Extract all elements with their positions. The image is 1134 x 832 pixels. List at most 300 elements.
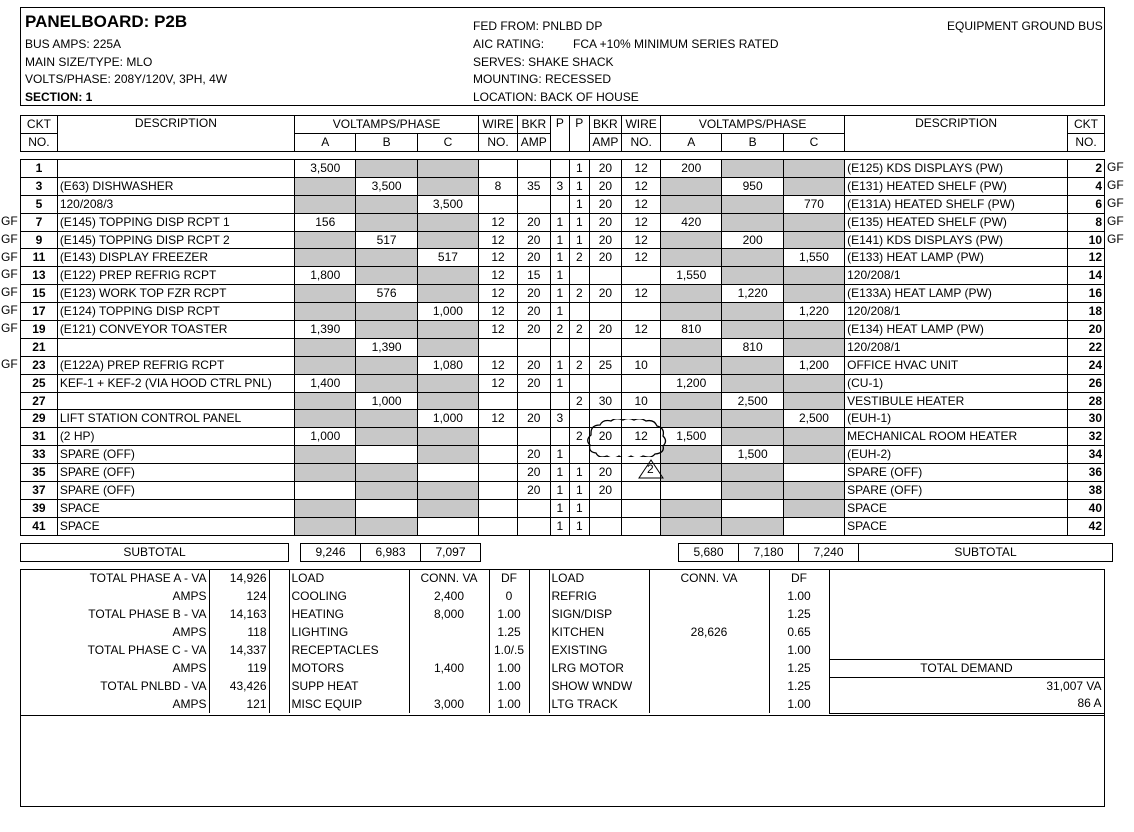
- header-phase-b: B: [356, 134, 417, 152]
- table-row: [21, 267, 1105, 285]
- left-wire: [479, 195, 518, 213]
- left-poles: 1: [550, 285, 569, 303]
- right-breaker-amp: 20: [589, 177, 622, 195]
- left-phase-a: [295, 356, 356, 374]
- right-phase-a: [661, 517, 722, 535]
- left-breaker-amp: 20: [517, 303, 550, 321]
- right-description: (E133A) HEAT LAMP (PW): [845, 285, 1068, 303]
- total-label: AMPS: [21, 659, 209, 677]
- left-phase-a: [295, 464, 356, 482]
- subtotal-left-a: 9,246: [301, 544, 361, 562]
- right-poles: 1: [570, 482, 589, 500]
- subtotal-left-c: 7,097: [421, 544, 481, 562]
- left-poles: 1: [550, 213, 569, 231]
- left-description: 120/208/3: [57, 195, 294, 213]
- right-phase-c: [783, 428, 844, 446]
- right-gf-marker: GF: [1107, 195, 1124, 210]
- total-value: 14,926: [209, 570, 269, 588]
- left-wire: 8: [479, 177, 518, 195]
- fed-from: FED FROM: PNLBD DP: [473, 19, 603, 33]
- spacer: [269, 606, 289, 624]
- load-df: 1.25: [769, 606, 829, 624]
- left-phase-a: [295, 410, 356, 428]
- total-value: 121: [209, 695, 269, 713]
- left-ckt-number: 33: [21, 446, 58, 464]
- load-conn-va: [649, 677, 769, 695]
- load-conn-va: 2,400: [409, 588, 489, 606]
- right-wire: [622, 517, 661, 535]
- header-no: NO.: [479, 134, 518, 152]
- left-breaker-amp: [517, 338, 550, 356]
- left-gf-marker: GF: [1, 249, 18, 264]
- aic-label: AIC RATING:: [473, 37, 545, 51]
- left-poles: 1: [550, 464, 569, 482]
- left-poles: [550, 392, 569, 410]
- right-wire: 10: [622, 356, 661, 374]
- load-name: REFRIG: [549, 588, 649, 606]
- header-ckt: CKT: [1068, 116, 1105, 134]
- load-name: MISC EQUIP: [289, 695, 409, 713]
- header-phase-b: B: [722, 134, 783, 152]
- left-phase-c: [417, 285, 478, 303]
- conn-va-header: CONN. VA: [409, 570, 489, 588]
- load-name: LTG TRACK: [549, 695, 649, 713]
- right-poles: 1: [570, 160, 589, 178]
- left-phase-b: [356, 517, 417, 535]
- spacer: [529, 695, 549, 713]
- load-conn-va: [649, 659, 769, 677]
- left-phase-c: [417, 160, 478, 178]
- right-breaker-amp: [589, 267, 622, 285]
- left-poles: [550, 195, 569, 213]
- left-phase-b: [356, 160, 417, 178]
- load-conn-va: [409, 677, 489, 695]
- right-wire: 12: [622, 213, 661, 231]
- load-name: SIGN/DISP: [549, 606, 649, 624]
- right-wire: 10: [622, 392, 661, 410]
- left-phase-c: [417, 482, 478, 500]
- header-p: P: [570, 116, 589, 152]
- right-phase-c: 2,500: [783, 410, 844, 428]
- left-description: [57, 392, 294, 410]
- load-name: MOTORS: [289, 659, 409, 677]
- right-phase-b: 200: [722, 231, 783, 249]
- load-conn-va: 8,000: [409, 606, 489, 624]
- left-phase-a: [295, 231, 356, 249]
- right-wire: 12: [622, 231, 661, 249]
- right-poles: 2: [570, 392, 589, 410]
- right-ckt-number: 32: [1068, 428, 1105, 446]
- left-phase-b: [356, 195, 417, 213]
- serves: SERVES: SHAKE SHACK: [473, 55, 614, 69]
- total-value: 119: [209, 659, 269, 677]
- left-phase-b: 1,000: [356, 392, 417, 410]
- left-ckt-number: 29: [21, 410, 58, 428]
- left-ckt-number: 7: [21, 213, 58, 231]
- left-phase-c: [417, 499, 478, 517]
- right-poles: 2: [570, 249, 589, 267]
- right-ckt-number: 30: [1068, 410, 1105, 428]
- right-phase-c: 1,200: [783, 356, 844, 374]
- load-df: 0.65: [769, 624, 829, 642]
- left-phase-a: 156: [295, 213, 356, 231]
- header-no: NO.: [622, 134, 661, 152]
- spacer: [269, 695, 289, 713]
- right-ckt-number: 12: [1068, 249, 1105, 267]
- right-phase-a: 200: [661, 160, 722, 178]
- left-poles: 1: [550, 499, 569, 517]
- spacer: [529, 677, 549, 695]
- right-wire: [622, 267, 661, 285]
- left-phase-c: 1,080: [417, 356, 478, 374]
- right-phase-a: [661, 392, 722, 410]
- panel-header: [20, 7, 1105, 106]
- subtotal-row: [20, 543, 1113, 562]
- left-phase-a: [295, 446, 356, 464]
- right-ckt-number: 34: [1068, 446, 1105, 464]
- right-poles: 2: [570, 321, 589, 339]
- notes-area: [20, 715, 1105, 807]
- right-ckt-number: 26: [1068, 374, 1105, 392]
- right-phase-c: [783, 338, 844, 356]
- load-name: KITCHEN: [549, 624, 649, 642]
- right-phase-c: [783, 392, 844, 410]
- right-phase-c: [783, 285, 844, 303]
- left-description: SPARE (OFF): [57, 464, 294, 482]
- right-poles: [570, 374, 589, 392]
- table-row: [21, 464, 1105, 482]
- right-phase-a: [661, 356, 722, 374]
- right-wire: [622, 410, 661, 428]
- load-df: 0: [489, 588, 529, 606]
- header-amp: AMP: [517, 134, 550, 152]
- right-description: SPACE: [845, 517, 1068, 535]
- load-conn-va: [409, 642, 489, 660]
- right-poles: 2: [570, 428, 589, 446]
- table-row: [21, 482, 1105, 500]
- load-name: LIGHTING: [289, 624, 409, 642]
- right-description: VESTIBULE HEATER: [845, 392, 1068, 410]
- table-row: [21, 446, 1105, 464]
- left-description: (E143) DISPLAY FREEZER: [57, 249, 294, 267]
- table-row: [21, 213, 1105, 231]
- right-breaker-amp: 25: [589, 356, 622, 374]
- left-phase-c: [417, 428, 478, 446]
- section: SECTION: 1: [25, 90, 93, 104]
- left-phase-b: [356, 446, 417, 464]
- left-description: SPACE: [57, 499, 294, 517]
- right-phase-b: [722, 482, 783, 500]
- right-ckt-number: 8: [1068, 213, 1105, 231]
- right-poles: 1: [570, 231, 589, 249]
- right-wire: [622, 303, 661, 321]
- right-breaker-amp: [589, 374, 622, 392]
- total-demand-amps: 86 A: [829, 695, 1104, 713]
- right-phase-c: 770: [783, 195, 844, 213]
- left-phase-c: [417, 464, 478, 482]
- load-name: SUPP HEAT: [289, 677, 409, 695]
- left-ckt-number: 19: [21, 321, 58, 339]
- left-phase-b: 576: [356, 285, 417, 303]
- right-ckt-number: 6: [1068, 195, 1105, 213]
- left-description: (E145) TOPPING DISP RCPT 1: [57, 213, 294, 231]
- left-wire: [479, 160, 518, 178]
- left-gf-marker: GF: [1, 267, 18, 282]
- subtotal-right-c: 7,240: [799, 544, 859, 562]
- header-bkr: BKR: [589, 116, 622, 134]
- left-breaker-amp: 20: [517, 231, 550, 249]
- total-value: 118: [209, 624, 269, 642]
- right-ckt-number: 22: [1068, 338, 1105, 356]
- right-description: 120/208/1: [845, 267, 1068, 285]
- left-breaker-amp: 20: [517, 464, 550, 482]
- left-phase-b: 517: [356, 231, 417, 249]
- left-ckt-number: 15: [21, 285, 58, 303]
- left-phase-c: [417, 446, 478, 464]
- load-df: 1.00: [489, 606, 529, 624]
- right-breaker-amp: 20: [589, 482, 622, 500]
- right-breaker-amp: 20: [589, 195, 622, 213]
- left-phase-a: [295, 499, 356, 517]
- right-phase-c: [783, 213, 844, 231]
- subtotal-right-a: 5,680: [679, 544, 739, 562]
- spacer: [269, 659, 289, 677]
- left-phase-c: [417, 338, 478, 356]
- left-description: LIFT STATION CONTROL PANEL: [57, 410, 294, 428]
- right-phase-b: [722, 428, 783, 446]
- left-phase-c: [417, 392, 478, 410]
- load-df: 1.25: [769, 659, 829, 677]
- right-description: (CU-1): [845, 374, 1068, 392]
- total-value: 14,337: [209, 642, 269, 660]
- left-breaker-amp: 20: [517, 249, 550, 267]
- left-wire: 12: [479, 267, 518, 285]
- left-breaker-amp: 20: [517, 410, 550, 428]
- df-header: DF: [489, 570, 529, 588]
- right-poles: [570, 267, 589, 285]
- left-breaker-amp: 15: [517, 267, 550, 285]
- left-phase-c: [417, 177, 478, 195]
- left-wire: [479, 482, 518, 500]
- right-phase-c: [783, 464, 844, 482]
- summary-row: [21, 642, 1104, 660]
- right-ckt-number: 16: [1068, 285, 1105, 303]
- left-phase-c: [417, 321, 478, 339]
- summary-row: [21, 695, 1104, 713]
- left-phase-b: [356, 321, 417, 339]
- right-phase-b: [722, 374, 783, 392]
- load-conn-va: 28,626: [649, 624, 769, 642]
- header-ckt: CKT: [21, 116, 58, 134]
- left-gf-marker: GF: [1, 356, 18, 371]
- total-label: TOTAL PHASE A - VA: [21, 570, 209, 588]
- table-row: [21, 160, 1105, 178]
- left-phase-b: [356, 499, 417, 517]
- left-phase-b: [356, 213, 417, 231]
- right-poles: 2: [570, 356, 589, 374]
- header-phase-c: C: [417, 134, 478, 152]
- left-ckt-number: 13: [21, 267, 58, 285]
- left-ckt-number: 17: [21, 303, 58, 321]
- left-wire: [479, 517, 518, 535]
- left-poles: 1: [550, 482, 569, 500]
- right-phase-a: [661, 464, 722, 482]
- left-poles: 1: [550, 249, 569, 267]
- conn-va-header: CONN. VA: [649, 570, 769, 588]
- left-breaker-amp: 20: [517, 374, 550, 392]
- left-phase-a: [295, 392, 356, 410]
- right-phase-b: 810: [722, 338, 783, 356]
- right-gf-marker: GF: [1107, 160, 1124, 174]
- total-value: 14,163: [209, 606, 269, 624]
- right-poles: 1: [570, 464, 589, 482]
- right-gf-marker: GF: [1107, 177, 1124, 192]
- left-breaker-amp: [517, 392, 550, 410]
- left-ckt-number: 27: [21, 392, 58, 410]
- right-phase-c: [783, 446, 844, 464]
- table-row: [21, 231, 1105, 249]
- left-phase-b: [356, 410, 417, 428]
- table-row: [21, 374, 1105, 392]
- left-ckt-number: 1: [21, 160, 58, 178]
- right-breaker-amp: 20: [589, 285, 622, 303]
- left-breaker-amp: [517, 160, 550, 178]
- left-phase-c: [417, 267, 478, 285]
- right-description: (E133) HEAT LAMP (PW): [845, 249, 1068, 267]
- left-poles: 1: [550, 303, 569, 321]
- left-phase-b: 3,500: [356, 177, 417, 195]
- left-ckt-number: 5: [21, 195, 58, 213]
- right-poles: [570, 410, 589, 428]
- right-wire: [622, 338, 661, 356]
- right-ckt-number: 2: [1068, 160, 1105, 178]
- spacer: [529, 624, 549, 642]
- spacer: [829, 642, 1104, 660]
- right-phase-a: 810: [661, 321, 722, 339]
- left-phase-c: 1,000: [417, 303, 478, 321]
- load-conn-va: [649, 588, 769, 606]
- left-phase-c: [417, 374, 478, 392]
- left-wire: [479, 446, 518, 464]
- right-phase-b: [722, 160, 783, 178]
- right-breaker-amp: 20: [589, 249, 622, 267]
- left-phase-a: [295, 303, 356, 321]
- left-breaker-amp: [517, 499, 550, 517]
- left-description: [57, 338, 294, 356]
- right-phase-a: 1,200: [661, 374, 722, 392]
- right-description: (E131A) HEATED SHELF (PW): [845, 195, 1068, 213]
- left-ckt-number: 25: [21, 374, 58, 392]
- total-demand-label: TOTAL DEMAND: [829, 659, 1104, 677]
- left-phase-b: [356, 374, 417, 392]
- summary-row: [21, 570, 1104, 588]
- right-phase-a: [661, 446, 722, 464]
- left-description: [57, 160, 294, 178]
- load-df: 1.00: [489, 659, 529, 677]
- left-ckt-number: 9: [21, 231, 58, 249]
- left-phase-a: 3,500: [295, 160, 356, 178]
- left-phase-b: [356, 267, 417, 285]
- left-ckt-number: 23: [21, 356, 58, 374]
- left-wire: 12: [479, 249, 518, 267]
- summary-row: [21, 606, 1104, 624]
- right-wire: 12: [622, 321, 661, 339]
- volts-phase: VOLTS/PHASE: 208Y/120V, 3PH, 4W: [25, 72, 228, 86]
- load-df: 1.00: [769, 588, 829, 606]
- right-phase-b: [722, 213, 783, 231]
- right-description: SPARE (OFF): [845, 464, 1068, 482]
- left-description: (E124) TOPPING DISP RCPT: [57, 303, 294, 321]
- total-label: AMPS: [21, 588, 209, 606]
- left-breaker-amp: 20: [517, 285, 550, 303]
- left-wire: [479, 428, 518, 446]
- spacer: [829, 588, 1104, 606]
- right-breaker-amp: [589, 517, 622, 535]
- right-breaker-amp: [589, 338, 622, 356]
- left-wire: 12: [479, 285, 518, 303]
- left-poles: 2: [550, 321, 569, 339]
- left-breaker-amp: [517, 428, 550, 446]
- left-phase-c: [417, 517, 478, 535]
- header-no: NO.: [21, 134, 58, 152]
- spacer: [269, 588, 289, 606]
- header-phase-c: C: [783, 134, 844, 152]
- spacer: [529, 659, 549, 677]
- mounting: MOUNTING: RECESSED: [473, 72, 612, 86]
- right-wire: 12: [622, 177, 661, 195]
- right-ckt-number: 24: [1068, 356, 1105, 374]
- left-description: (E122A) PREP REFRIG RCPT: [57, 356, 294, 374]
- right-breaker-amp: [589, 499, 622, 517]
- left-phase-b: [356, 303, 417, 321]
- left-description: (2 HP): [57, 428, 294, 446]
- right-phase-a: [661, 410, 722, 428]
- load-header: LOAD: [549, 570, 649, 588]
- right-ckt-number: 42: [1068, 517, 1105, 535]
- spacer: [829, 606, 1104, 624]
- right-description: (E134) HEAT LAMP (PW): [845, 321, 1068, 339]
- right-phase-b: 950: [722, 177, 783, 195]
- left-wire: 12: [479, 374, 518, 392]
- spacer: [829, 624, 1104, 642]
- left-phase-b: [356, 428, 417, 446]
- left-phase-a: 1,000: [295, 428, 356, 446]
- left-phase-a: 1,390: [295, 321, 356, 339]
- right-phase-b: [722, 410, 783, 428]
- table-row: [21, 428, 1105, 446]
- subtotal-left-b: 6,983: [361, 544, 421, 562]
- left-description: (E122) PREP REFRIG RCPT: [57, 267, 294, 285]
- right-description: (EUH-1): [845, 410, 1068, 428]
- table-row: [21, 356, 1105, 374]
- right-ckt-number: 38: [1068, 482, 1105, 500]
- header-description: DESCRIPTION: [57, 116, 294, 152]
- summary-row: [21, 624, 1104, 642]
- right-phase-b: 1,220: [722, 285, 783, 303]
- right-breaker-amp: 30: [589, 392, 622, 410]
- left-wire: [479, 392, 518, 410]
- load-df: 1.00: [489, 695, 529, 713]
- left-ckt-number: 11: [21, 249, 58, 267]
- header-phase-a: A: [295, 134, 356, 152]
- spacer: [269, 677, 289, 695]
- right-poles: [570, 338, 589, 356]
- right-wire: 12: [622, 428, 661, 446]
- right-phase-b: [722, 499, 783, 517]
- load-name: RECEPTACLES: [289, 642, 409, 660]
- left-breaker-amp: [517, 517, 550, 535]
- right-description: OFFICE HVAC UNIT: [845, 356, 1068, 374]
